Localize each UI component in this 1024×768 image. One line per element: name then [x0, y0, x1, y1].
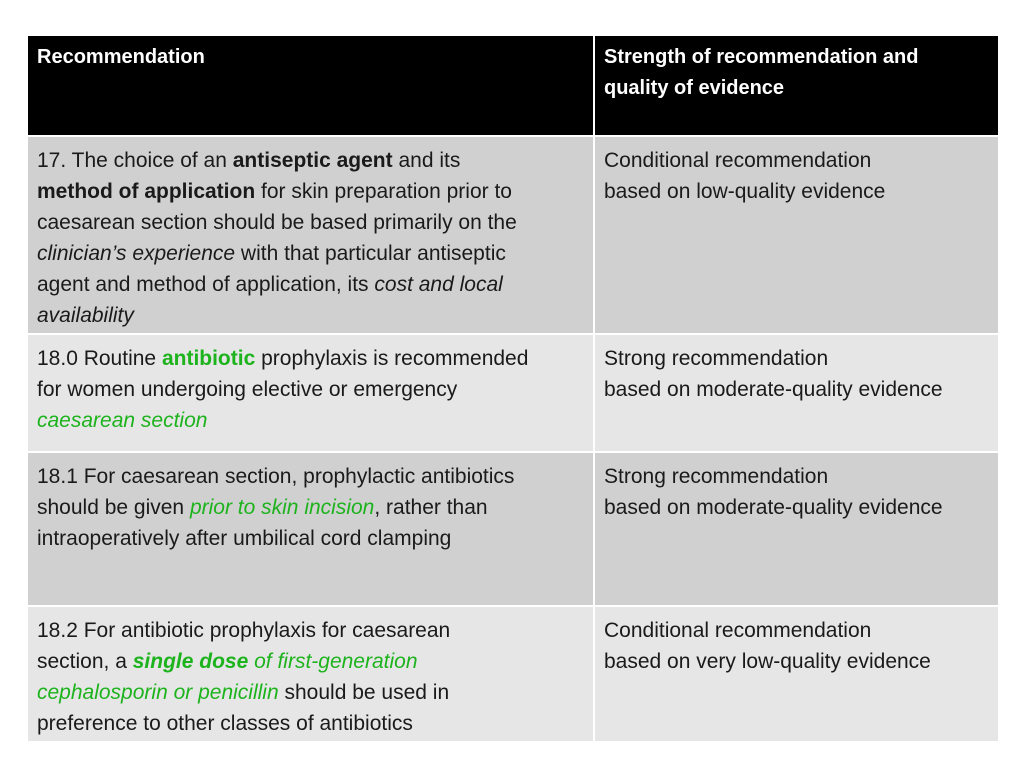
emphasis-antiseptic-agent: antiseptic agent: [232, 149, 393, 172]
recommendation-cell: 18.0 Routine antibiotic prophylaxis is recommended for women undergoing elective or emergency caesarean section: [27, 334, 594, 452]
emphasis-caesarean-section: caesarean section: [37, 409, 208, 432]
table-row: [27, 136, 999, 334]
table-row: [27, 606, 999, 742]
emphasis-first-generation: of first-generation: [248, 650, 418, 673]
header-strength-line1: Strength of recommendation and: [604, 46, 919, 68]
recommendation-cell: 18.1 For caesarean section, prophylactic antibiotics should be given prior to skin incision, rather than intraoperatively after umbilical cord clamping: [27, 452, 594, 606]
strength-cell: Conditional recommendation based on low-quality evidence: [594, 136, 999, 334]
strength-cell: Conditional recommendation based on very low-quality evidence: [594, 606, 999, 742]
recommendation-cell: 18.2 For antibiotic prophylaxis for caesarean section, a single dose of first-generation cephalosporin or penicillin should be used in preference to other classes of antibiotics: [27, 606, 594, 742]
emphasis-clinicians-experience: clinician’s experience: [37, 242, 236, 265]
recommendation-cell: 17. The choice of an antiseptic agent and its method of application for skin preparation prior to caesarean section should be based primarily on the clinician’s experience with that particular antiseptic agent and method of application, its cost and local availability: [27, 136, 594, 334]
emphasis-antibiotic: antibiotic: [161, 347, 256, 370]
strength-cell: Strong recommendation based on moderate-quality evidence: [594, 334, 999, 452]
table-header-row: [27, 35, 999, 136]
emphasis-method-of-application: method of application: [37, 180, 256, 203]
header-strength: [594, 35, 999, 136]
emphasis-prior-to-skin-incision: prior to skin incision: [189, 496, 375, 519]
emphasis-single-dose: single dose: [132, 650, 249, 673]
header-recommendation-label: Recommendation: [37, 46, 205, 68]
table-row: [27, 452, 999, 606]
strength-cell: Strong recommendation based on moderate-quality evidence: [594, 452, 999, 606]
header-strength-line2: quality of evidence: [604, 77, 785, 99]
header-recommendation: [27, 35, 594, 136]
emphasis-availability: availability: [37, 304, 134, 327]
table-row: [27, 334, 999, 452]
recommendations-table: [26, 34, 1000, 743]
emphasis-cephalosporin-or-penicillin: cephalosporin or penicillin: [37, 681, 279, 704]
emphasis-cost-and-local: cost and local: [374, 273, 503, 296]
